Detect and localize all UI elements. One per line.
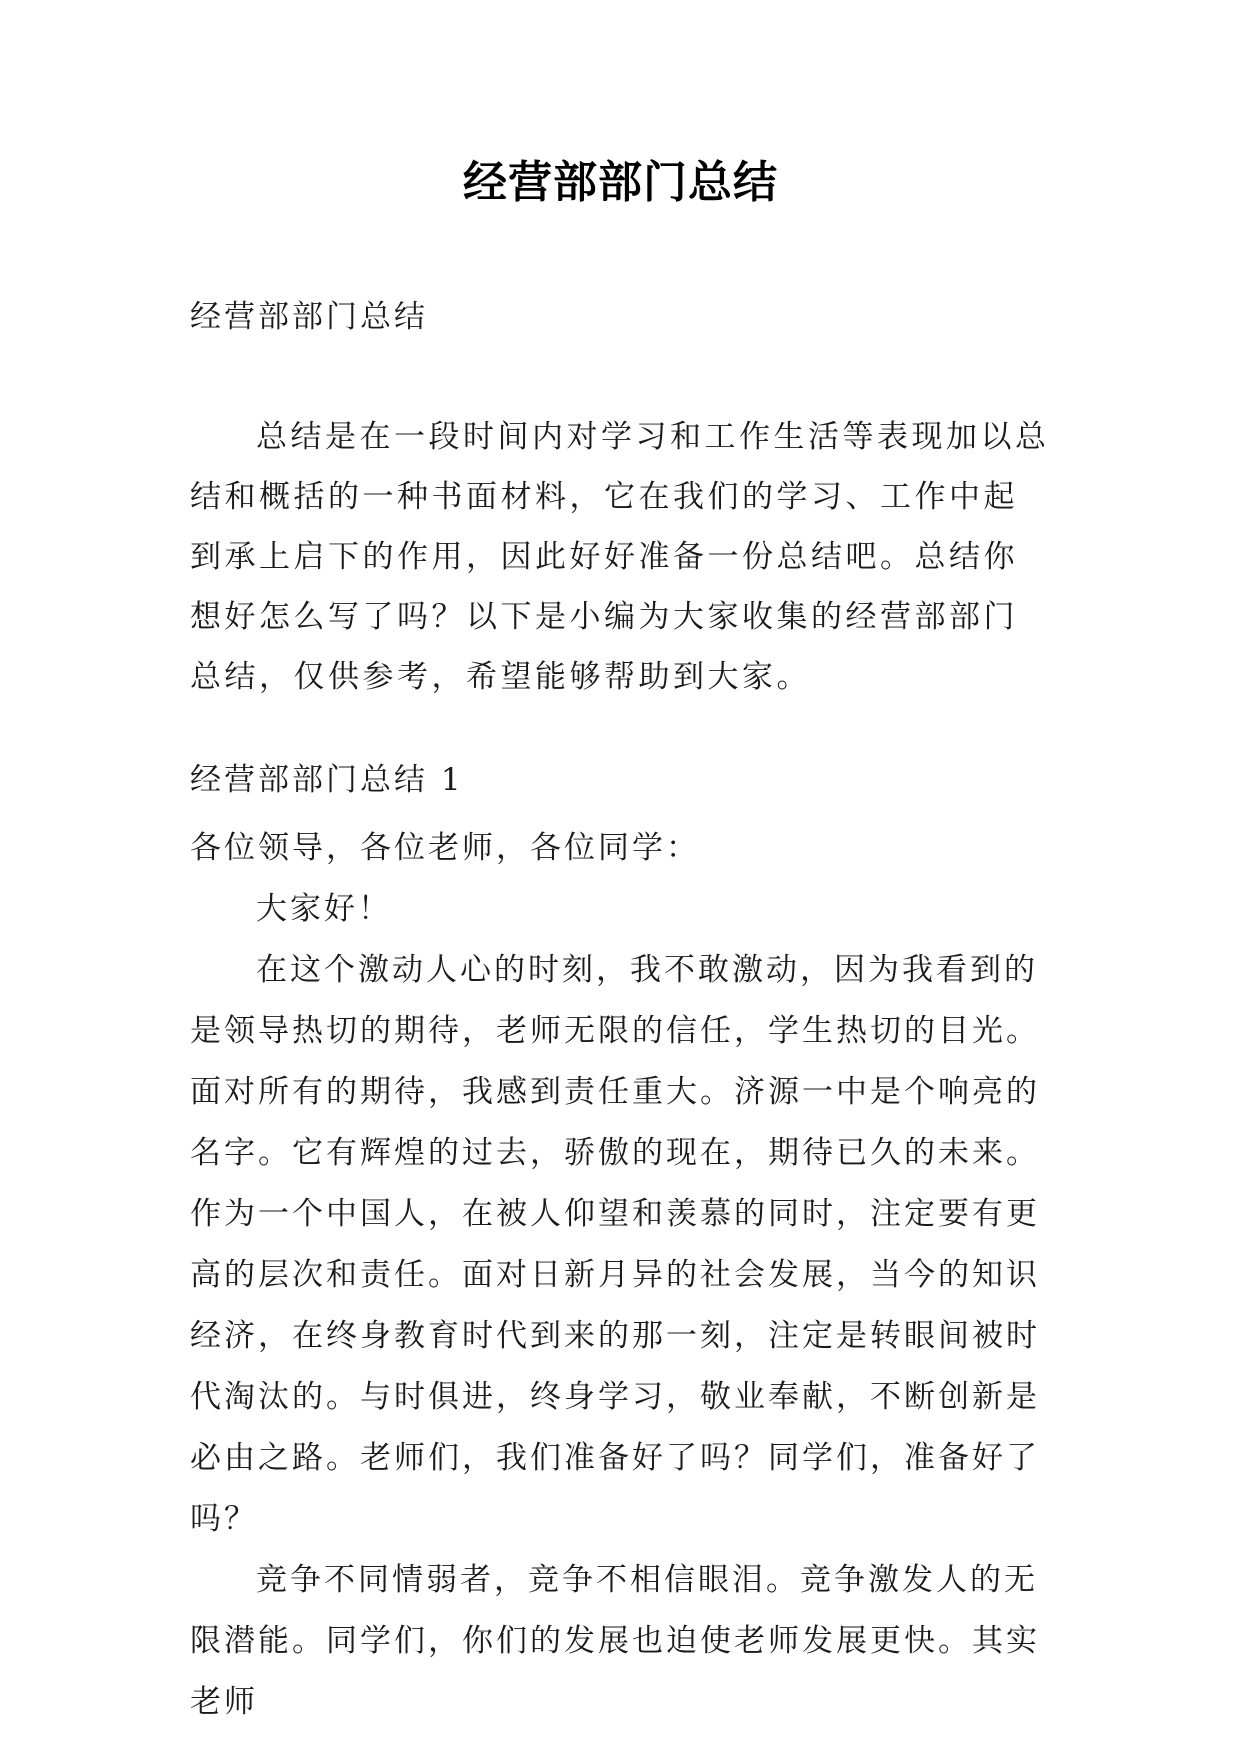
- body-paragraph-2: 竞争不同情弱者，竞争不相信眼泪。竞争激发人的无限潜能。同学们，你们的发展也迫使老师发展更快。其实老师: [190, 1562, 1040, 1720]
- intro-paragraph: 总结是在一段时间内对学习和工作生活等表现加以总结和概括的一种书面材料，它在我们的学习、工作中起到承上启下的作用，因此好好准备一份总结吧。总结你想好怎么写了吗？以下是小编为大家收集的经营部部门总结，仅供参考，希望能够帮助到大家。: [190, 419, 1050, 695]
- speech-body: [190, 818, 1050, 1733]
- document-title: 经营部部门总结: [463, 157, 778, 208]
- body-paragraph-1: 在这个激动人心的时刻，我不敢激动，因为我看到的是领导热切的期待，老师无限的信任，学生热切的目光。面对所有的期待，我感到责任重大。济源一中是个响亮的名字。它有辉煌的过去，骄傲的现在，期待已久的未来。作为一个中国人，在被人仰望和羡慕的同时，注定要有更高的层次和责任。面对日新月异的社会发展，当今的知识经济，在终身教育时代到来的那一刻，注定是转眼间被时代淘汰的。与时俱进，终身学习，敬业奉献，不断创新是必由之路。老师们，我们准备好了吗？同学们，准备好了吗？: [190, 952, 1040, 1537]
- greeting-line: 大家好！: [256, 891, 392, 927]
- section-heading: 经营部部门总结 1: [190, 762, 464, 798]
- salutation-line: 各位领导，各位老师，各位同学：: [190, 830, 700, 866]
- document-subtitle: 经营部部门总结: [190, 299, 428, 335]
